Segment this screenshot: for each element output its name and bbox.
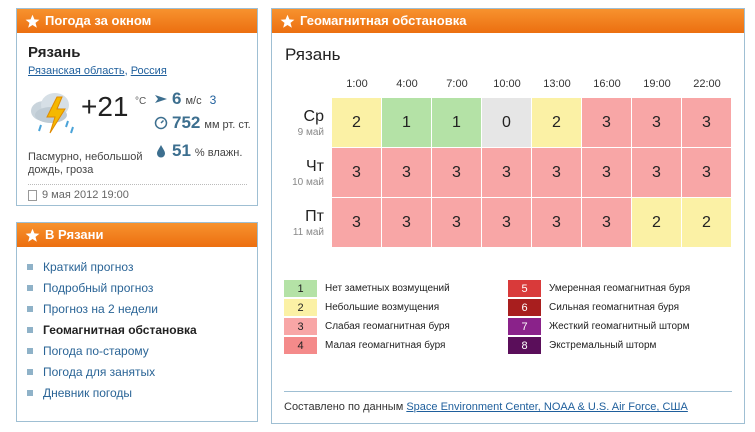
legend-label: Нет заметных возмущений: [325, 283, 450, 294]
kp-cell: 3: [582, 198, 632, 248]
day-label: [282, 98, 332, 148]
day-name: Чт: [306, 158, 324, 175]
day-row: [282, 198, 732, 248]
hour-header: 4:00: [396, 78, 418, 90]
nav-item-link[interactable]: Погода для занятых: [43, 364, 156, 379]
bullet-icon: [27, 327, 33, 333]
pressure-value: 752: [172, 113, 201, 132]
nav-item[interactable]: [27, 340, 257, 361]
kp-cell: 2: [682, 198, 732, 248]
legend-swatch: 8: [508, 337, 541, 354]
kp-cell: 3: [332, 198, 382, 248]
source-prefix: Составлено по данным: [284, 401, 404, 413]
divider: [284, 391, 732, 392]
geo-city: Рязань: [285, 45, 341, 64]
day-date: 11 май: [292, 227, 324, 238]
kp-cell: 3: [482, 148, 532, 198]
bullet-icon: [27, 369, 33, 375]
star-icon: [25, 228, 40, 243]
legend-swatch: 3: [284, 318, 317, 335]
wind-unit: м/с: [185, 95, 202, 107]
legend-swatch: 2: [284, 299, 317, 316]
nav-item[interactable]: [27, 298, 257, 319]
region-line: [28, 65, 167, 77]
legend-item: [284, 299, 508, 316]
weather-city: Рязань: [28, 44, 81, 61]
pressure-gauge-icon: [154, 116, 168, 130]
kp-cell: 3: [682, 98, 732, 148]
nav-item[interactable]: [27, 319, 257, 340]
legend-item: [508, 280, 732, 297]
day-label: [282, 148, 332, 198]
pressure-unit: мм рт. ст.: [204, 119, 251, 131]
hour-header: 16:00: [593, 78, 621, 90]
legend-label: Небольшие возмущения: [325, 302, 440, 313]
country-link[interactable]: Россия: [130, 65, 167, 77]
bullet-icon: [27, 348, 33, 354]
day-name: Ср: [303, 108, 324, 125]
kp-cell: 0: [482, 98, 532, 148]
legend-swatch: 5: [508, 280, 541, 297]
legend-row: [284, 336, 734, 355]
legend-row: [284, 317, 734, 336]
hour-header: 13:00: [543, 78, 571, 90]
nav-item[interactable]: [27, 277, 257, 298]
nav-item[interactable]: [27, 382, 257, 403]
kp-cell: 3: [532, 198, 582, 248]
kp-cell: 2: [632, 198, 682, 248]
legend-label: Слабая геомагнитная буря: [325, 321, 450, 332]
nav-item-link[interactable]: Погода по-старому: [43, 343, 149, 358]
kp-cell: 1: [382, 98, 432, 148]
cloud-lightning-rain-icon: [27, 87, 79, 139]
legend-row: [284, 298, 734, 317]
nav-item-link[interactable]: Дневник погоды: [43, 385, 133, 400]
wind-metric: [154, 89, 216, 109]
geo-panel-title: Геомагнитная обстановка: [300, 13, 467, 28]
legend-item: [284, 337, 508, 354]
bullet-icon: [27, 285, 33, 291]
weather-panel: [16, 8, 258, 206]
nav-panel-header: [17, 223, 257, 247]
geomagnetic-panel: [271, 8, 745, 424]
temperature: +21: [81, 91, 129, 122]
kp-cell: 3: [582, 148, 632, 198]
legend-label: Экстремальный шторм: [549, 340, 657, 351]
star-icon: [280, 14, 295, 29]
bullet-icon: [27, 306, 33, 312]
kp-cell: 2: [332, 98, 382, 148]
day-name: Пт: [305, 208, 324, 225]
hour-header: 22:00: [693, 78, 721, 90]
hour-header: 19:00: [643, 78, 671, 90]
legend-item: [284, 280, 508, 297]
region-link[interactable]: Рязанская область: [28, 65, 125, 77]
nav-item-link[interactable]: Геомагнитная обстановка: [43, 322, 197, 337]
kp-cell: 3: [532, 148, 582, 198]
wind-value: 6: [172, 89, 182, 108]
kp-cell: 3: [632, 98, 682, 148]
legend: [284, 279, 734, 355]
hour-headers: [332, 78, 732, 90]
nav-panel-title: В Рязани: [45, 227, 104, 242]
day-date: 9 май: [297, 127, 324, 138]
day-row: [282, 98, 732, 148]
pressure-metric: [154, 113, 251, 133]
legend-item: [508, 337, 732, 354]
legend-item: [284, 318, 508, 335]
legend-item: [508, 318, 732, 335]
legend-label: Умеренная геомагнитная буря: [549, 283, 691, 294]
legend-swatch: 6: [508, 299, 541, 316]
legend-swatch: 1: [284, 280, 317, 297]
divider: [28, 184, 247, 185]
legend-swatch: 7: [508, 318, 541, 335]
hour-header: 10:00: [493, 78, 521, 90]
hour-header: 7:00: [446, 78, 468, 90]
bullet-icon: [27, 264, 33, 270]
nav-item-link[interactable]: Краткий прогноз: [43, 259, 134, 274]
weather-description: Пасмурно, небольшой дождь, гроза: [28, 151, 143, 176]
geo-panel-header: [272, 9, 744, 33]
nav-list: [17, 247, 257, 403]
kp-cell: 3: [382, 148, 432, 198]
update-time: 9 мая 2012 19:00: [42, 189, 129, 201]
legend-label: Сильная геомагнитная буря: [549, 302, 679, 313]
kp-cell: 3: [382, 198, 432, 248]
city-nav-panel: [16, 222, 258, 422]
nav-item-link[interactable]: Прогноз на 2 недели: [43, 301, 159, 316]
update-time-row: [28, 189, 129, 201]
weather-panel-header: [17, 9, 257, 33]
kp-cell: 3: [432, 198, 482, 248]
legend-label: Малая геомагнитная буря: [325, 340, 446, 351]
temperature-unit: °C: [135, 96, 147, 107]
source-note: [284, 401, 688, 413]
kp-cell: 3: [582, 98, 632, 148]
kp-cell: 2: [532, 98, 582, 148]
legend-row: [284, 279, 734, 298]
kp-cell: 3: [432, 148, 482, 198]
legend-swatch: 4: [284, 337, 317, 354]
legend-item: [508, 299, 732, 316]
humidity-value: 51: [172, 141, 191, 160]
humidity-unit: % влажн.: [194, 147, 243, 159]
legend-label: Жесткий геомагнитный шторм: [549, 321, 690, 332]
nav-item[interactable]: [27, 256, 257, 277]
kp-cell: 3: [632, 148, 682, 198]
region-separator: ,: [124, 65, 128, 77]
document-icon: [28, 190, 37, 201]
hour-header: 1:00: [346, 78, 368, 90]
day-date: 10 май: [292, 177, 324, 188]
wind-arrow-icon: [154, 92, 168, 106]
star-icon: [25, 14, 40, 29]
day-row: [282, 148, 732, 198]
day-label: [282, 198, 332, 248]
kp-index-grid: [282, 98, 732, 248]
humidity-metric: [154, 141, 242, 161]
kp-cell: 3: [682, 148, 732, 198]
kp-cell: 3: [482, 198, 532, 248]
kp-cell: 1: [432, 98, 482, 148]
nav-item-link[interactable]: Подробный прогноз: [43, 280, 154, 295]
wind-extra: 3: [209, 93, 217, 107]
kp-cell: 3: [332, 148, 382, 198]
nav-item[interactable]: [27, 361, 257, 382]
weather-panel-title: Погода за окном: [45, 13, 152, 28]
source-link[interactable]: Space Environment Center, NOAA & U.S. Air Force, США: [406, 401, 688, 413]
bullet-icon: [27, 390, 33, 396]
